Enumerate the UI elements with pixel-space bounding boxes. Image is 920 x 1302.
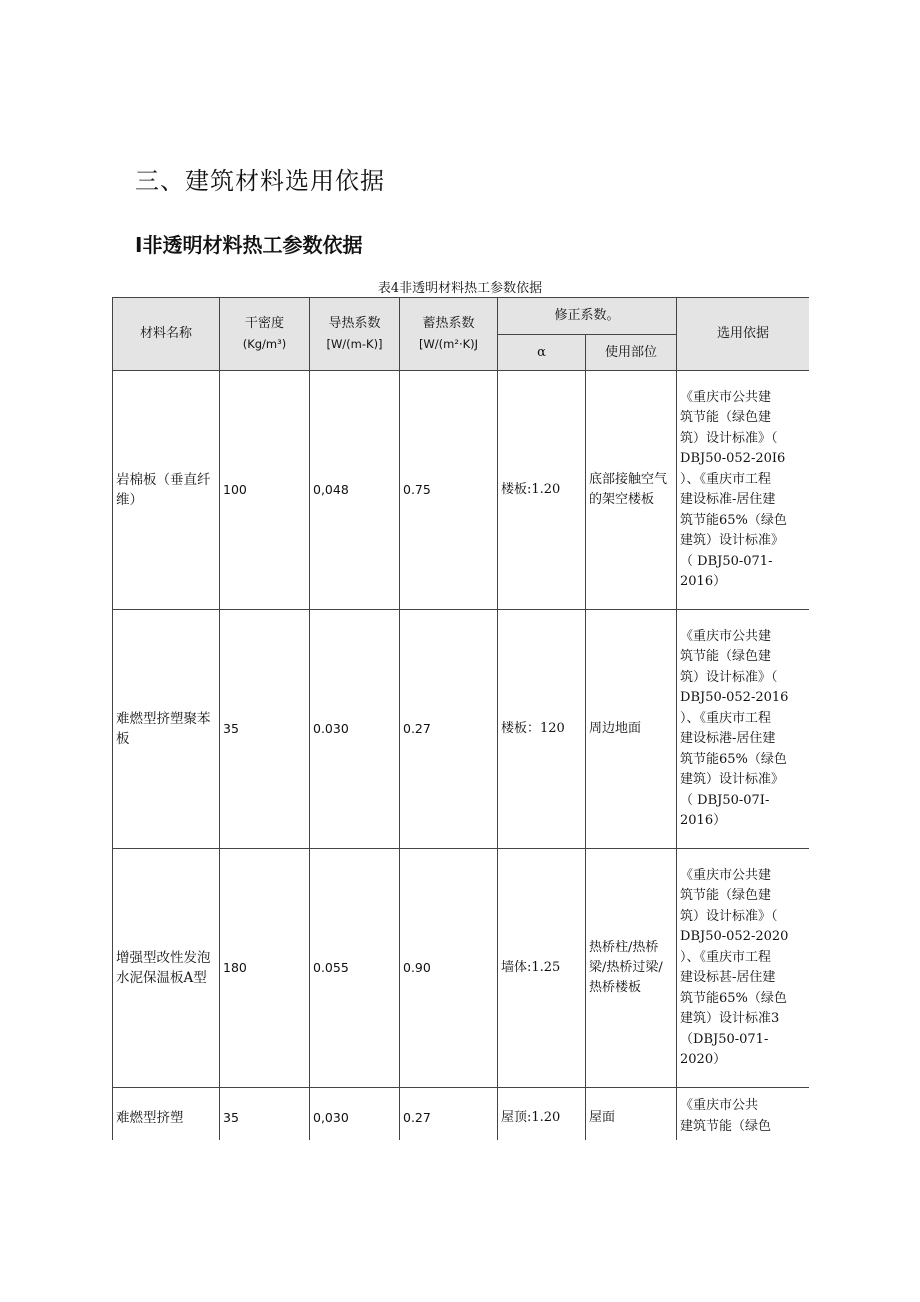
cell-storage: 0.90 bbox=[400, 849, 498, 1088]
cell-material: 增强型改性发泡水泥保温板A型 bbox=[113, 849, 220, 1088]
table-header bbox=[113, 298, 810, 371]
header-storage-unit: [W/(m²·K)J bbox=[418, 337, 479, 351]
section-heading: 三、建筑材料选用依据 bbox=[135, 167, 385, 195]
cell-basis: 《重庆市公共建 筑节能（绿色建 筑）设计标准》（ DBJ50-052-2016 ）、《重庆市工程 建设标港-居住建 筑节能65%（绿色 建筑）设计标准》 （ DBJ50-07I- 2016） bbox=[677, 610, 809, 849]
table-container bbox=[112, 297, 809, 1140]
cell-storage: 0.75 bbox=[400, 371, 498, 610]
cell-basis: 《重庆市公共 建筑节能（绿色 bbox=[677, 1088, 809, 1141]
cell-storage: 0.27 bbox=[400, 1088, 498, 1141]
cell-conductivity: 0,030 bbox=[310, 1088, 400, 1141]
header-correction: 修正系数。 bbox=[498, 298, 677, 335]
header-density: 干密度 (Kg/m³) bbox=[220, 298, 310, 371]
cell-usage: 屋面 bbox=[586, 1088, 677, 1141]
cell-density: 35 bbox=[220, 1088, 310, 1141]
header-conductivity-unit: [W/(m-K)] bbox=[326, 337, 383, 351]
cell-conductivity: 0,048 bbox=[310, 371, 400, 610]
header-usage: 使用部位 bbox=[586, 335, 677, 371]
cell-alpha: 楼板:1.20 bbox=[498, 371, 586, 610]
table-caption: 表4非透明材料热工参数依据 bbox=[377, 281, 543, 296]
table-row bbox=[113, 1088, 810, 1141]
cell-basis: 《重庆市公共建 筑节能（绿色建 筑）设计标准》（ DBJ50-052-2020 ）、《重庆市工程 建设标甚-居住建 筑节能65%（绿色 建筑）设计标准3 （DBJ50-071- 2020） bbox=[677, 849, 809, 1088]
header-material: 材料名称 bbox=[113, 298, 220, 371]
cell-material: 难燃型挤塑 bbox=[113, 1088, 220, 1141]
cell-density: 35 bbox=[220, 610, 310, 849]
cell-alpha: 墙体:1.25 bbox=[498, 849, 586, 1088]
cell-conductivity: 0.055 bbox=[310, 849, 400, 1088]
cell-alpha: 楼板：120 bbox=[498, 610, 586, 849]
header-conductivity: 导热系数 [W/(m-K)] bbox=[310, 298, 400, 371]
thermal-parameters-table bbox=[112, 297, 809, 1140]
cell-usage: 热桥柱/热桥梁/热桥过梁/热桥楼板 bbox=[586, 849, 677, 1088]
cell-material: 难燃型挤塑聚苯板 bbox=[113, 610, 220, 849]
subsection-heading: I非透明材料热工参数依据 bbox=[135, 233, 363, 257]
cell-usage: 周边地面 bbox=[586, 610, 677, 849]
cell-basis: 《重庆市公共建 筑节能（绿色建 筑）设计标准》（ DBJ50-052-20I6 ）、《重庆市工程 建设标准-居住建 筑节能65%（绿色 建筑）设计标准》 （ DBJ50-071- 2016） bbox=[677, 371, 809, 610]
table-row bbox=[113, 371, 810, 610]
header-basis: 选用依据 bbox=[677, 298, 809, 371]
cell-conductivity: 0.030 bbox=[310, 610, 400, 849]
cell-alpha: 屋顶:1.20 bbox=[498, 1088, 586, 1141]
cell-density: 180 bbox=[220, 849, 310, 1088]
header-storage: 蓄热系数 [W/(m²·K)J bbox=[400, 298, 498, 371]
cell-usage: 底部接触空气的架空楼板 bbox=[586, 371, 677, 610]
cell-density: 100 bbox=[220, 371, 310, 610]
cell-storage: 0.27 bbox=[400, 610, 498, 849]
table-row bbox=[113, 849, 810, 1088]
table-row bbox=[113, 610, 810, 849]
header-density-unit: (Kg/m³) bbox=[242, 337, 287, 351]
cell-material: 岩棉板（垂直纤维） bbox=[113, 371, 220, 610]
header-alpha: α bbox=[498, 335, 586, 371]
